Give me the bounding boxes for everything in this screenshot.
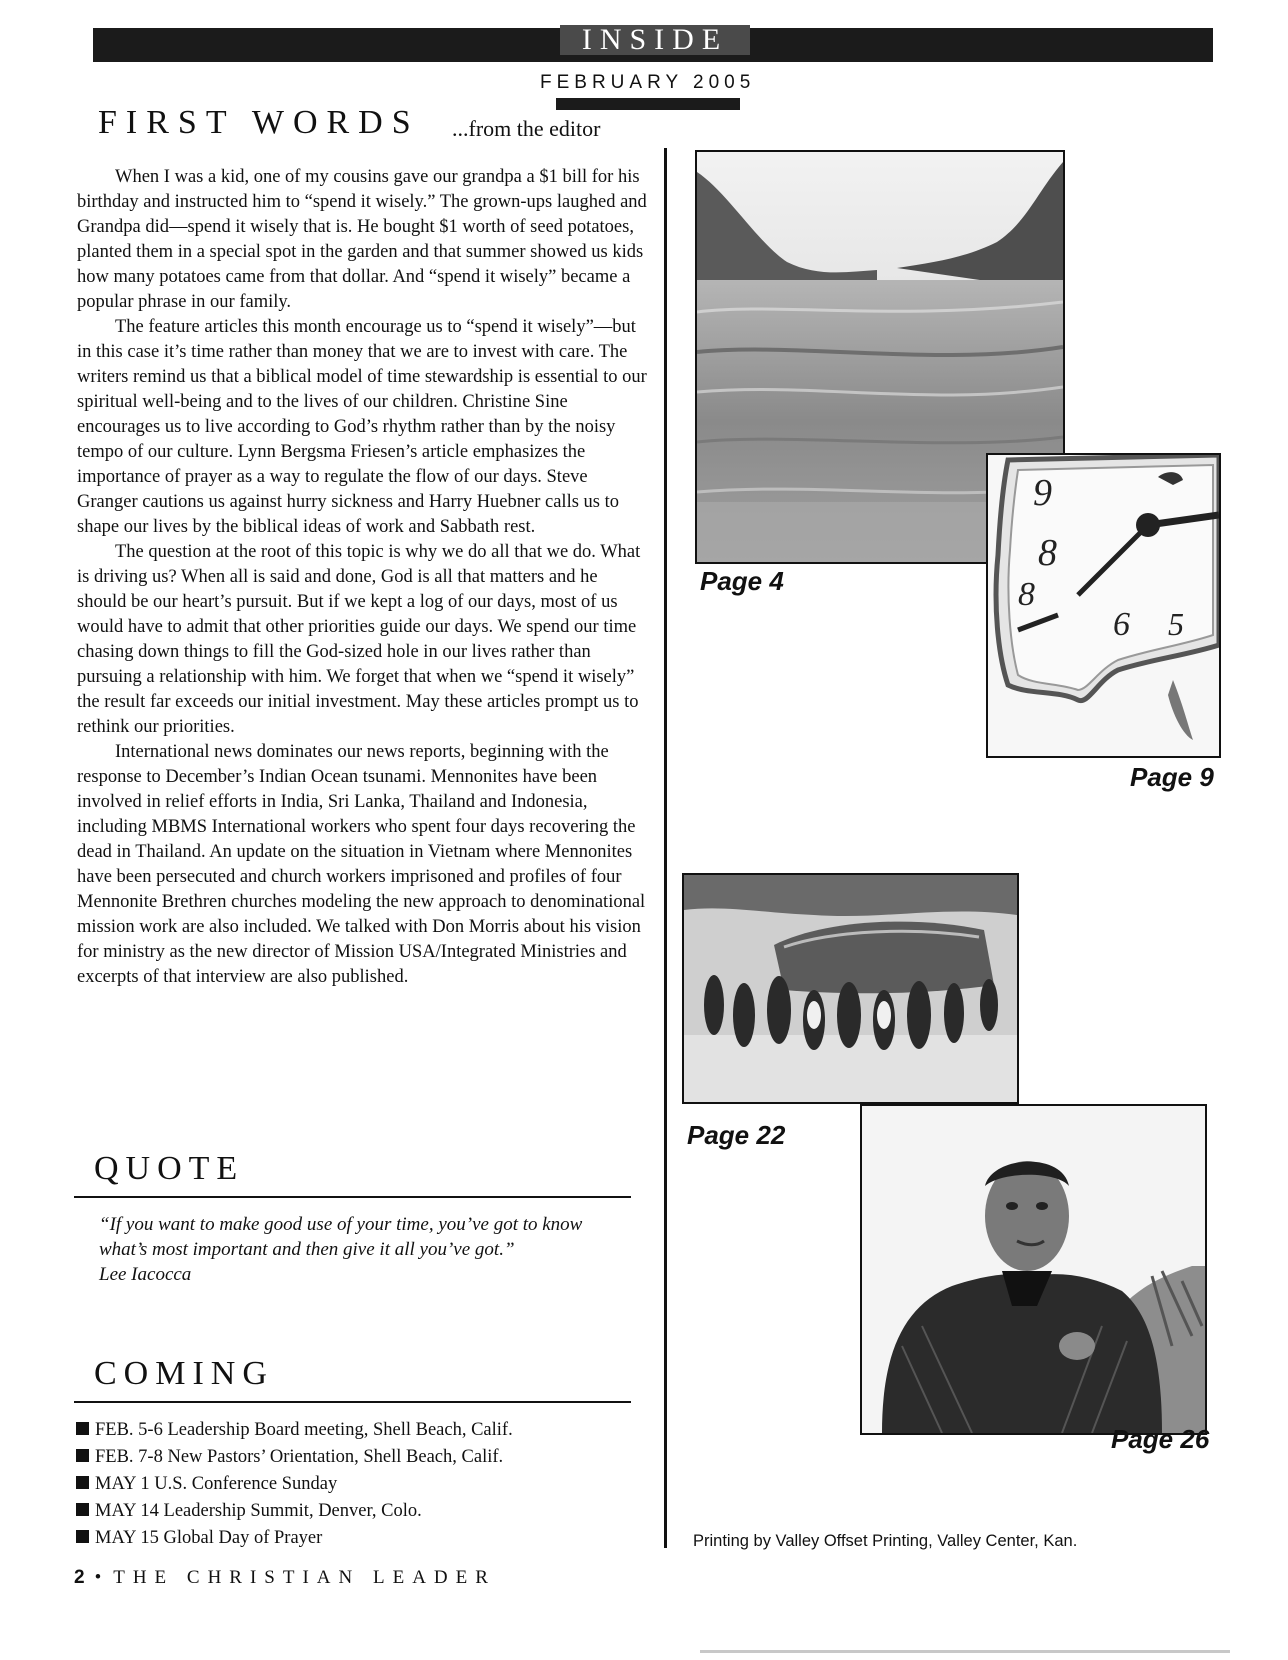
event-text: FEB. 7-8 New Pastors’ Orientation, Shell Beach, Calif. <box>95 1447 504 1467</box>
quote-title: QUOTE <box>94 1150 245 1187</box>
editorial-text <box>77 165 647 990</box>
page-footer <box>74 1567 496 1589</box>
publication-name: THE CHRISTIAN LEADER <box>113 1567 496 1588</box>
list-item <box>76 1444 513 1471</box>
list-item <box>76 1525 513 1552</box>
clock-numeral: 5 <box>1168 606 1184 642</box>
editorial-paragraph: The question at the root of this topic is why we do all that we do. What is driving us? When all is said and done, God is all that matters and he should be our heart’s pursuit. But if we kept a log of our days, most of us would have to admit that other priorities guide our days. We spend our time chasing down things to fill the God-sized hole in our lives rather than pursuing a relationship with him. We forget that when we “spend it wisely” the result far exceeds our initial investment. May these articles prompt us to rethink our priorities. <box>77 542 641 737</box>
event-text: MAY 15 Global Day of Prayer <box>95 1528 323 1548</box>
quote-author: Lee Iacocca <box>99 1264 192 1285</box>
square-bullet-icon <box>76 1530 89 1543</box>
clock-photo <box>986 453 1221 758</box>
issue-date: FEBRUARY 2005 <box>540 72 756 93</box>
quote-block <box>99 1212 619 1287</box>
caption-page-4: Page 4 <box>700 566 784 596</box>
caption-page-9: Page 9 <box>1130 762 1214 792</box>
coming-title: COMING <box>94 1355 274 1392</box>
coming-events-list <box>76 1417 513 1552</box>
caption-page-22: Page 22 <box>687 1120 786 1150</box>
quote-text: “If you want to make good use of your time, you’ve got to know what’s most important and then give it all you’ve got.” <box>99 1214 583 1260</box>
clock-numeral: 8 <box>1018 576 1035 613</box>
list-item <box>76 1417 513 1444</box>
caption-page-26: Page 26 <box>1111 1424 1210 1454</box>
event-text: MAY 14 Leadership Summit, Denver, Colo. <box>95 1501 422 1521</box>
bottom-rule <box>700 1650 1230 1653</box>
square-bullet-icon <box>76 1503 89 1516</box>
clock-numeral: 9 <box>1033 472 1052 514</box>
editorial-paragraph: The feature articles this month encourage us to “spend it wisely”—but in this case it’s time rather than money that we are to invest with care. The writers remind us that a biblical model of time stewardship is essential to our spiritual well-being and to the lives of our children. Christine Sine encourages us to live according to God’s rhythm rather than by the noisy tempo of our culture. Lynn Bergsma Friesen’s article emphasizes the importance of prayer as a way to regulate the flow of our days. Steve Granger cautions us against hurry sickness and Harry Huebner calls us to shape our lives by the biblical ideas of work and Sabbath rest. <box>77 317 647 537</box>
footer-separator: • <box>94 1567 102 1588</box>
column-divider <box>664 148 667 1548</box>
square-bullet-icon <box>76 1449 89 1462</box>
tsunami-wreckage-image <box>684 875 1017 1102</box>
list-item <box>76 1498 513 1525</box>
tsunami-photo <box>682 873 1019 1104</box>
page-number: 2 <box>74 1567 85 1588</box>
clock-numeral: 8 <box>1038 532 1057 574</box>
editorial-paragraph: International news dominates our news reports, beginning with the response to December’s Indian Ocean tsunami. Mennonites have been involved in relief efforts in India, Sri Lanka, Thailand and Indonesia, including MBMS International workers who spent four days recovering the dead in Thailand. An update on the situation in Vietnam where Mennonites have been persecuted and church workers imprisoned and profiles of four Mennonite Brethren churches modeling the new approach to denominational mission work are also included. We talked with Don Morris about his vision for ministry as the new director of Mission USA/Integrated Ministries and excerpts of that interview are also published. <box>77 742 646 987</box>
list-item <box>76 1471 513 1498</box>
first-words-subtitle: ...from the editor <box>452 116 601 141</box>
event-text: MAY 1 U.S. Conference Sunday <box>95 1474 338 1494</box>
first-words-title: FIRST WORDS <box>98 104 420 141</box>
clock-numeral: 6 <box>1113 606 1130 643</box>
coming-rule <box>74 1401 631 1403</box>
section-label: INSIDE <box>560 25 750 55</box>
date-underline-bar <box>556 98 740 110</box>
printing-credit: Printing by Valley Offset Printing, Valley Center, Kan. <box>693 1532 1078 1550</box>
event-text: FEB. 5-6 Leadership Board meeting, Shell Beach, Calif. <box>95 1420 513 1440</box>
square-bullet-icon <box>76 1476 89 1489</box>
square-bullet-icon <box>76 1422 89 1435</box>
quote-rule <box>74 1196 631 1198</box>
melting-clock-image <box>988 455 1219 756</box>
portrait-photo <box>860 1104 1207 1435</box>
portrait-image <box>862 1106 1205 1433</box>
editorial-paragraph: When I was a kid, one of my cousins gave our grandpa a $1 bill for his birthday and instructed him to “spend it wisely.” The grown-ups laughed and Grandpa did—spend it wisely that is. He bought $1 worth of seed potatoes, planted them in a special spot in the garden and that summer showed us kids how many potatoes came from that dollar. And “spend it wisely” became a popular phrase in our family. <box>77 167 647 312</box>
